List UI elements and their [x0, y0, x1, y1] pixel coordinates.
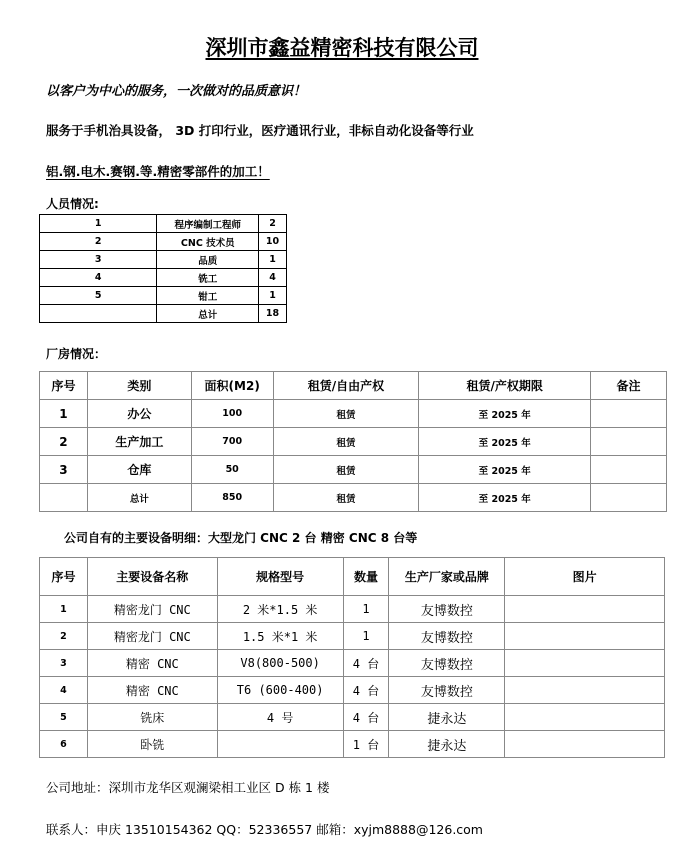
- table-row: [40, 269, 287, 287]
- staff-count: 10: [259, 233, 287, 251]
- plant-note: [591, 428, 667, 456]
- materials-line: 铝.钢.电木.赛钢.等.精密零部件的加工！: [46, 164, 270, 179]
- table-row: [40, 484, 667, 512]
- table-row: [40, 704, 665, 731]
- services-line: 服务于手机治具设备， 3D 打印行业，医疗通讯行业，非标自动化设备等行业: [46, 123, 474, 138]
- table-row: [40, 233, 287, 251]
- equip-brand: 友博数控: [389, 596, 505, 623]
- staff-count: 4: [259, 269, 287, 287]
- equip-idx: 5: [40, 704, 88, 731]
- slogan: 以客户为中心的服务，一次做对的品质意识！: [46, 84, 307, 99]
- column-header: 面积(M2): [191, 372, 273, 400]
- equip-qty: 4 台: [343, 650, 389, 677]
- plant-type: 办公: [87, 400, 191, 428]
- table-header-row: [40, 372, 667, 400]
- equip-idx: 6: [40, 731, 88, 758]
- plant-area: 100: [191, 400, 273, 428]
- column-header: 图片: [505, 558, 665, 596]
- equip-name: 精密 CNC: [87, 650, 217, 677]
- plant-term: 至 2025 年: [419, 400, 591, 428]
- equip-name: 卧铣: [87, 731, 217, 758]
- equipment-note: 公司自有的主要设备明细：大型龙门 CNC 2 台 精密 CNC 8 台等: [64, 531, 418, 545]
- equip-picture: [505, 731, 665, 758]
- equip-qty: 1 台: [343, 731, 389, 758]
- table-header-row: [40, 558, 665, 596]
- equip-picture: [505, 677, 665, 704]
- table-row: [40, 251, 287, 269]
- equip-idx: 2: [40, 623, 88, 650]
- equip-brand: 友博数控: [389, 677, 505, 704]
- staff-table: [39, 214, 287, 323]
- staff-count: 1: [259, 287, 287, 305]
- staff-heading: 人员情况:: [46, 197, 99, 211]
- staff-idx: 5: [40, 287, 157, 305]
- table-row: [40, 215, 287, 233]
- staff-idx: 4: [40, 269, 157, 287]
- equip-spec: T6 (600-400): [217, 677, 343, 704]
- equip-idx: 1: [40, 596, 88, 623]
- plant-tenure: 租赁: [273, 428, 419, 456]
- plant-area: 700: [191, 428, 273, 456]
- equip-spec: 4 号: [217, 704, 343, 731]
- plant-idx: 2: [40, 428, 88, 456]
- equip-name: 精密 CNC: [87, 677, 217, 704]
- column-header: 备注: [591, 372, 667, 400]
- table-row: [40, 650, 665, 677]
- company-address: 公司地址：深圳市龙华区观澜梁相工业区 D 栋 1 楼: [46, 780, 330, 795]
- column-header: 数量: [343, 558, 389, 596]
- equip-qty: 1: [343, 623, 389, 650]
- staff-role: CNC 技术员: [157, 233, 259, 251]
- column-header: 租赁/自由产权: [273, 372, 419, 400]
- equip-brand: 友博数控: [389, 623, 505, 650]
- plant-tenure: 租赁: [273, 456, 419, 484]
- equip-qty: 4 台: [343, 677, 389, 704]
- equip-spec: [217, 731, 343, 758]
- column-header: 序号: [40, 558, 88, 596]
- contact-info: 联系人：申庆 13510154362 QQ：52336557 邮箱：xyjm8888@126.com: [46, 822, 483, 837]
- equip-idx: 4: [40, 677, 88, 704]
- plant-heading: 厂房情况：: [46, 347, 107, 361]
- column-header: 主要设备名称: [87, 558, 217, 596]
- equip-brand: 捷永达: [389, 731, 505, 758]
- staff-idx: 3: [40, 251, 157, 269]
- plant-type: 生产加工: [87, 428, 191, 456]
- table-row: [40, 428, 667, 456]
- staff-idx: 2: [40, 233, 157, 251]
- equip-picture: [505, 596, 665, 623]
- equip-spec: 2 米*1.5 米: [217, 596, 343, 623]
- table-row: [40, 596, 665, 623]
- staff-idx: 1: [40, 215, 157, 233]
- plant-idx: 1: [40, 400, 88, 428]
- equip-qty: 1: [343, 596, 389, 623]
- staff-role: 品质: [157, 251, 259, 269]
- table-row: [40, 731, 665, 758]
- plant-area: 850: [191, 484, 273, 512]
- table-row: [40, 400, 667, 428]
- staff-count: 18: [259, 305, 287, 323]
- staff-role: 钳工: [157, 287, 259, 305]
- column-header: 序号: [40, 372, 88, 400]
- column-header: 生产厂家或品牌: [389, 558, 505, 596]
- equip-spec: V8(800-500): [217, 650, 343, 677]
- equip-idx: 3: [40, 650, 88, 677]
- equip-name: 精密龙门 CNC: [87, 596, 217, 623]
- table-row: [40, 287, 287, 305]
- plant-table: [39, 371, 667, 512]
- plant-type: 总计: [87, 484, 191, 512]
- staff-role: 总计: [157, 305, 259, 323]
- staff-count: 2: [259, 215, 287, 233]
- table-row: [40, 456, 667, 484]
- plant-tenure: 租赁: [273, 484, 419, 512]
- equip-name: 铣床: [87, 704, 217, 731]
- plant-idx: 3: [40, 456, 88, 484]
- column-header: 类别: [87, 372, 191, 400]
- plant-tenure: 租赁: [273, 400, 419, 428]
- equip-brand: 捷永达: [389, 704, 505, 731]
- plant-idx: [40, 484, 88, 512]
- plant-term: 至 2025 年: [419, 456, 591, 484]
- plant-term: 至 2025 年: [419, 484, 591, 512]
- plant-type: 仓库: [87, 456, 191, 484]
- equip-name: 精密龙门 CNC: [87, 623, 217, 650]
- column-header: 规格型号: [217, 558, 343, 596]
- equip-picture: [505, 623, 665, 650]
- company-title: 深圳市鑫益精密科技有限公司: [205, 36, 479, 60]
- column-header: 租赁/产权期限: [419, 372, 591, 400]
- plant-note: [591, 456, 667, 484]
- staff-role: 铣工: [157, 269, 259, 287]
- staff-role: 程序编制工程师: [157, 215, 259, 233]
- equip-brand: 友博数控: [389, 650, 505, 677]
- table-row: [40, 623, 665, 650]
- plant-area: 50: [191, 456, 273, 484]
- staff-idx: [40, 305, 157, 323]
- equip-picture: [505, 704, 665, 731]
- equip-picture: [505, 650, 665, 677]
- table-row: [40, 305, 287, 323]
- equip-qty: 4 台: [343, 704, 389, 731]
- table-row: [40, 677, 665, 704]
- plant-term: 至 2025 年: [419, 428, 591, 456]
- equipment-table: [39, 557, 665, 758]
- plant-note: [591, 400, 667, 428]
- equip-spec: 1.5 米*1 米: [217, 623, 343, 650]
- staff-count: 1: [259, 251, 287, 269]
- plant-note: [591, 484, 667, 512]
